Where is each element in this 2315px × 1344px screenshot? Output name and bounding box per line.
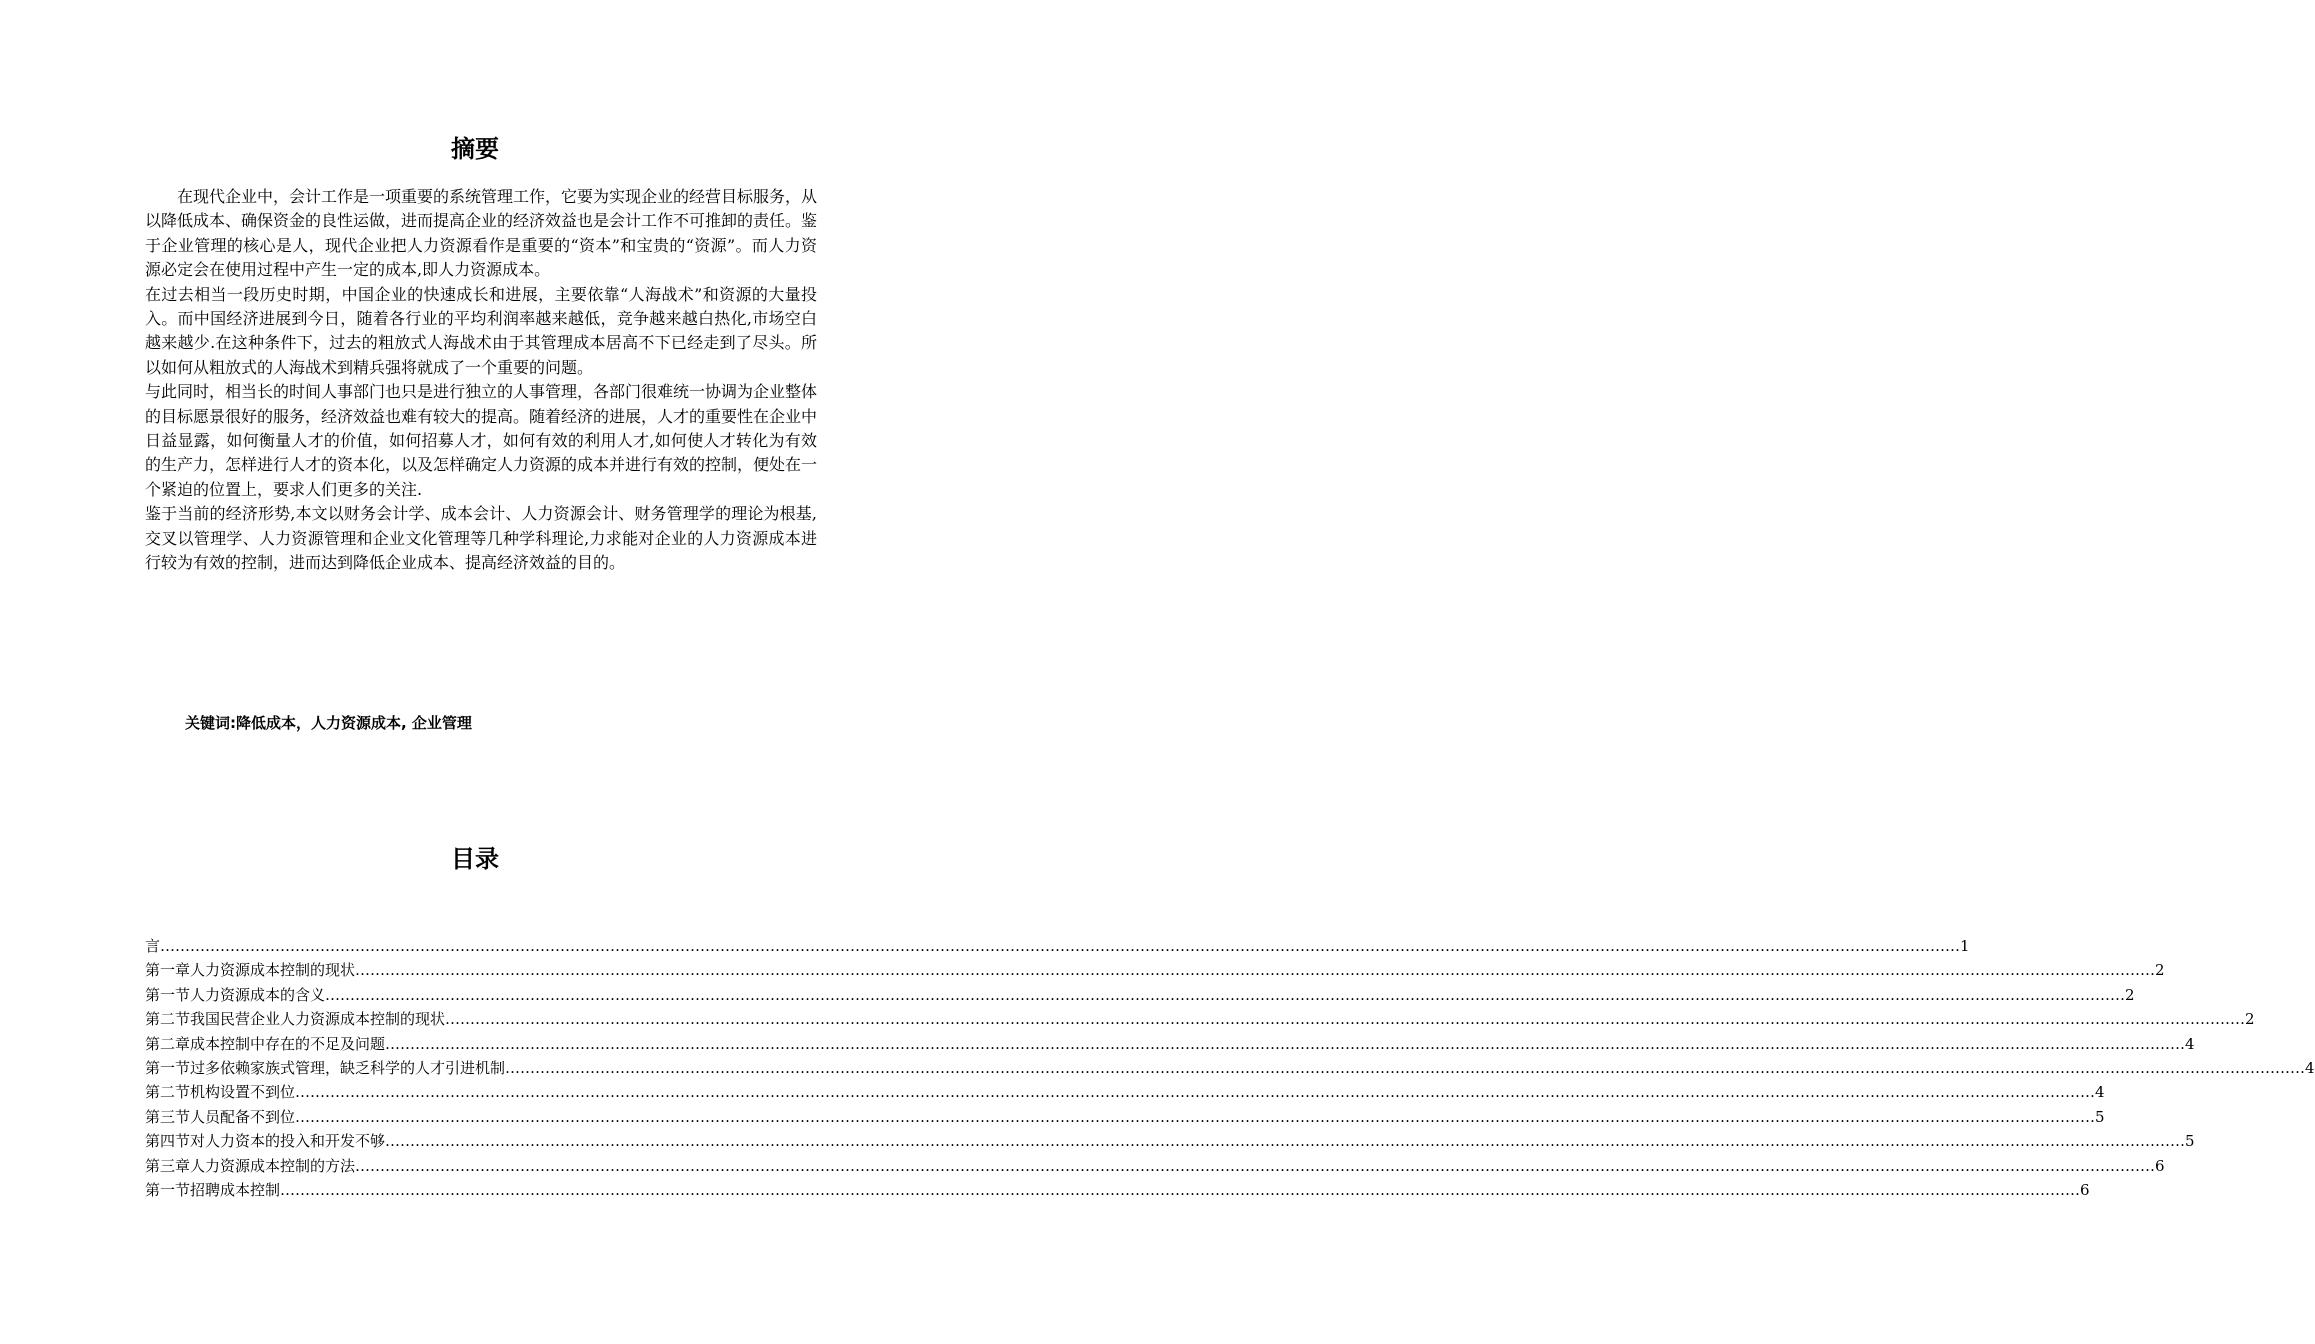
abstract-body <box>145 185 817 576</box>
toc-leader-dots: ……………………………………………………………………………………………………………………………………………………………………………………………………………………………………………………………………………………………………………………………… <box>385 1132 2186 1151</box>
abstract-paragraph: 在现代企业中，会计工作是一项重要的系统管理工作，它要为实现企业的经营目标服务，从以降低成本、确保资金的良性运做，进而提高企业的经济效益也是会计工作不可推卸的责任。鉴于企业管理的核心是人，现代企业把人力资源看作是重要的“资本”和宝贵的“资源”。而人力资源必定会在使用过程中产生一定的成本,即人力资源成本。 <box>145 187 818 280</box>
toc-leader-dots: ……………………………………………………………………………………………………………………………………………………………………………………………………………………………………………………………………………………………………………………………… <box>445 1010 2246 1029</box>
abstract-paragraph: 在过去相当一段历史时期，中国企业的快速成长和进展，主要依靠“人海战术”和资源的大量投入。而中国经济进展到今日，随着各行业的平均利润率越来越低，竞争越来越白热化,市场空白越来越少.在这种条件下，过去的粗放式人海战术由于其管理成本居高不下已经走到了尽头。所以如何从粗放式的人海战术到精兵强将就成了一个重要的问题。 <box>145 284 817 377</box>
toc-entry-page: 5 <box>2095 1107 2105 1126</box>
toc-leader-dots: ……………………………………………………………………………………………………………………………………………………………………………………………………………………………………………………………………………………………………………………………… <box>355 1156 2156 1175</box>
toc-leader-dots: ……………………………………………………………………………………………………………………………………………………………………………………………………………………………………………………………………………………………………………………………… <box>355 961 2156 980</box>
toc-leader-dots: ……………………………………………………………………………………………………………………………………………………………………………………………………………………………………………………………………………………………………………………………… <box>160 937 1961 955</box>
toc-entry[interactable] <box>145 1129 2195 1153</box>
toc-leader-dots: ……………………………………………………………………………………………………………………………………………………………………………………………………………………………………………………………………………………………………………………………… <box>295 1083 2096 1102</box>
toc-entry-page: 2 <box>2245 1010 2255 1029</box>
toc-leader-dots: ……………………………………………………………………………………………………………………………………………………………………………………………………………………………………………………………………………………………………………………………… <box>280 1181 2081 1200</box>
toc-entry-title: 第一节人力资源成本的含义 <box>145 985 326 1004</box>
abstract-paragraph: 鉴于当前的经济形势,本文以财务会计学、成本会计、人力资源会计、财务管理学的理论为根基,交叉以管理学、人力资源管理和企业文化管理等几种学科理论,力求能对企业的人力资源成本进行较为有效的控制，进而达到降低企业成本、提高经济效益的目的。 <box>145 504 817 573</box>
toc-entry[interactable] <box>145 1032 2195 1056</box>
keywords-line: 关键词:降低成本，人力资源成本, 企业管理 <box>185 714 472 732</box>
toc-leader-dots: ……………………………………………………………………………………………………………………………………………………………………………………………………………………………………………………………………………………………………………………………… <box>295 1107 2096 1126</box>
toc-leader-dots: ……………………………………………………………………………………………………………………………………………………………………………………………………………………………………………………………………………………………………………………………… <box>325 985 2126 1004</box>
toc-entry-page: 2 <box>2155 961 2165 980</box>
toc-entry-title: 第一节招聘成本控制 <box>145 1181 281 1200</box>
toc-entry[interactable] <box>145 1056 2315 1080</box>
toc-entry-title: 第三章人力资源成本控制的方法 <box>145 1156 356 1175</box>
toc-entry-title: 第一节过多依赖家族式管理，缺乏科学的人才引进机制 <box>145 1059 506 1078</box>
toc-entry[interactable] <box>145 1105 2105 1129</box>
toc-entry-title: 第二节我国民营企业人力资源成本控制的现状 <box>145 1010 446 1029</box>
toc-entry-page: 5 <box>2185 1132 2195 1151</box>
toc-entry[interactable] <box>145 1007 2255 1031</box>
toc-entry[interactable] <box>145 1154 2165 1178</box>
abstract-title: 摘要 <box>451 135 499 163</box>
toc-entry-page: 4 <box>2305 1059 2315 1078</box>
abstract-paragraph: 与此同时，相当长的时间人事部门也只是进行独立的人事管理，各部门很难统一协调为企业整体的目标愿景很好的服务，经济效益也难有较大的提高。随着经济的进展，人才的重要性在企业中日益显露，如何衡量人才的价值，如何招募人才，如何有效的利用人才,如何使人才转化为有效的生产力，怎样进行人才的资本化，以及怎样确定人力资源的成本并进行有效的控制，便处在一个紧迫的位置上，要求人们更多的关注. <box>145 382 818 499</box>
toc-entry-title: 第二节机构设置不到位 <box>145 1083 296 1102</box>
toc-entry[interactable] <box>145 1080 2105 1104</box>
toc-leader-dots: ……………………………………………………………………………………………………………………………………………………………………………………………………………………………………………………………………………………………………………………………… <box>385 1034 2186 1053</box>
table-of-contents <box>145 934 2315 1202</box>
toc-entry-page: 1 <box>1960 937 1970 955</box>
toc-entry-title: 言 <box>145 937 161 955</box>
toc-leader-dots: ……………………………………………………………………………………………………………………………………………………………………………………………………………………………………………………………………………………………………………………………… <box>505 1059 2306 1078</box>
toc-entry-title: 第一章人力资源成本控制的现状 <box>145 961 356 980</box>
toc-entry-title: 第二章成本控制中存在的不足及问题 <box>145 1034 386 1053</box>
toc-entry-title: 第四节对人力资本的投入和开发不够 <box>145 1132 386 1151</box>
toc-entry-page: 6 <box>2080 1181 2090 1200</box>
toc-entry[interactable] <box>145 983 2135 1007</box>
toc-entry[interactable] <box>145 1178 2090 1202</box>
toc-entry[interactable] <box>145 934 1970 958</box>
toc-title: 目录 <box>451 845 499 873</box>
toc-entry-page: 2 <box>2125 985 2135 1004</box>
toc-entry-title: 第三节人员配备不到位 <box>145 1107 296 1126</box>
toc-entry-page: 4 <box>2185 1034 2195 1053</box>
toc-entry-page: 6 <box>2155 1156 2165 1175</box>
toc-entry[interactable] <box>145 958 2165 982</box>
toc-entry-page: 4 <box>2095 1083 2105 1102</box>
